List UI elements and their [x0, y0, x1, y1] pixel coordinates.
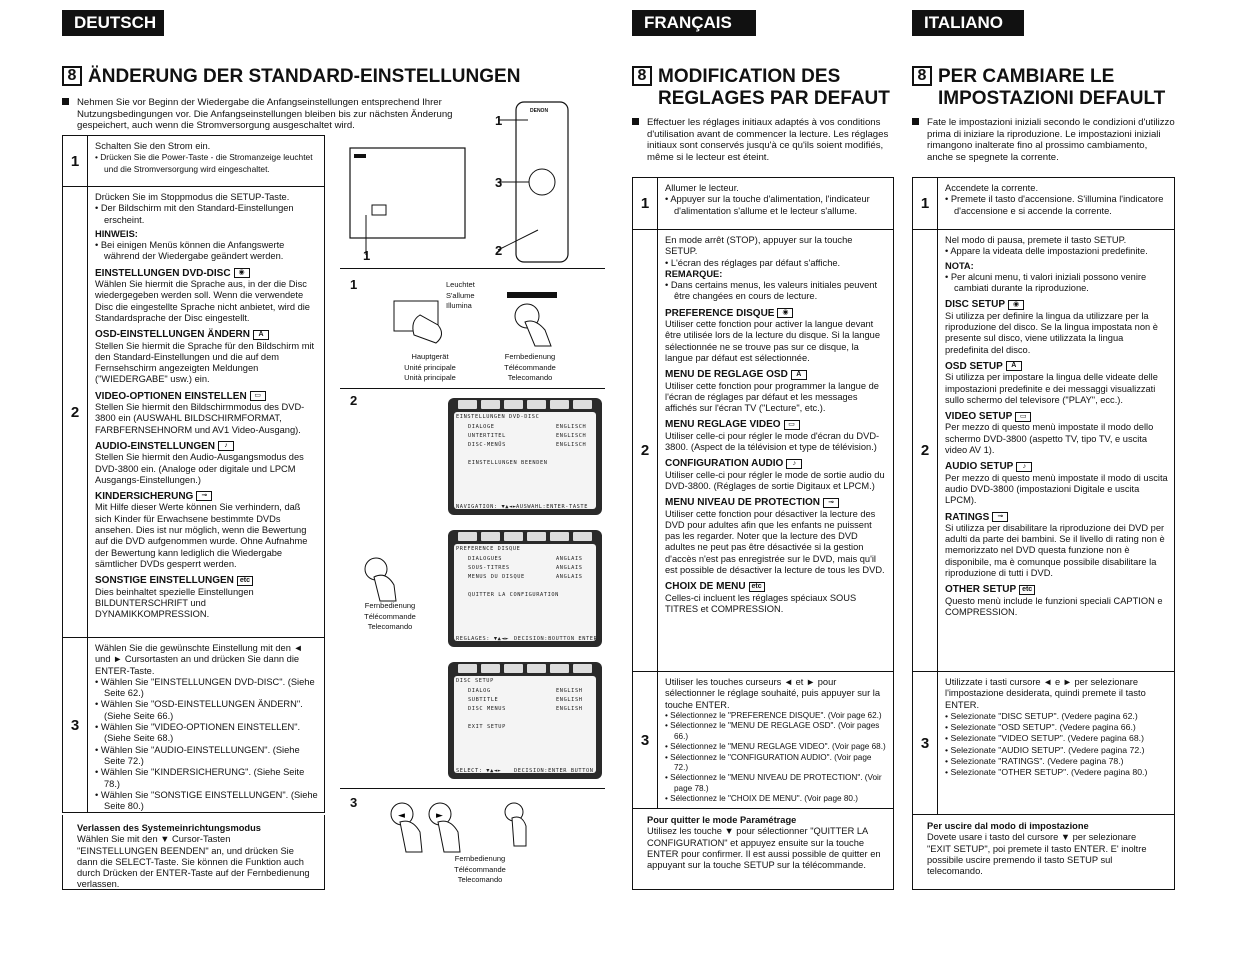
- fr-intro: Effectuer les réglages initiaux adaptés à vos conditions d'utilisation avant de commencer la lecture. Les réglages initiaux sont conservés jusqu'à ce qu'ils soient modifiés, même si le lecteur est éteint.: [632, 117, 894, 163]
- device-illustration: [348, 100, 608, 265]
- video-icon: ▭: [784, 420, 800, 430]
- osd-screen-it: DISC SETUP DIALOG ENGLISH SUBTITLE ENGLISH DISC MENUS ENGLISH EXIT SETUP SELECT: ▼▲◄► DECISION:ENTER BUTTON: [448, 662, 602, 779]
- tab-francais: FRANÇAIS: [632, 10, 756, 36]
- hand-shape-4: [400, 821, 422, 852]
- it-intro: Fate le impostazioni iniziali secondo le condizioni d'utilizzo prima di iniziare la riproduzione. Le impostazioni iniziali rimangono inalterate fino al prossimo cambiamento, anche se spegnete la corrente.: [912, 117, 1175, 163]
- de-section-title: 8 ÄNDERUNG DER STANDARD-EINSTELLUNGEN: [62, 66, 520, 88]
- etc-icon: etc: [1019, 585, 1035, 595]
- hand-shape-2: [525, 321, 551, 346]
- key-icon: ⊸: [196, 491, 212, 501]
- osd-icon: A: [253, 330, 269, 340]
- remote-caption-1: Fernbedienung Télécommande Telecomando: [504, 352, 556, 382]
- audio-icon: ♪: [218, 441, 234, 451]
- video-icon: ▭: [250, 391, 266, 401]
- hand-shape-6: [512, 817, 526, 846]
- fr-section-title: 8 MODIFICATION DES REGLAGES PAR DEFAUT: [632, 66, 890, 110]
- it-exit-box: Per uscire dal modo di impostazione Dovete usare i tasto del cursore ▼ per selezionare "EXIT SETUP", poi premete il tasto ENTER. E' inoltre possibile uscire premendo il tasto SETUP sul telecomando.: [912, 813, 1175, 890]
- callout-remote-3: 3: [495, 175, 503, 190]
- fr-steps: [632, 177, 894, 809]
- bullet-square: [632, 118, 639, 125]
- main-unit-logo: [354, 154, 366, 158]
- divider: [340, 268, 605, 269]
- fr-step-1: 1 Allumer le lecteur. • Appuyer sur la touche d'alimentation, l'indicateur d'alimentation s'allume et le lecteur s'allume.: [633, 178, 893, 230]
- remote-caption-3: Fernbedienung Télécommande Telecomando: [454, 854, 506, 884]
- hand-shape-3: [374, 575, 396, 601]
- hand-press-cursor-illustration: [388, 798, 528, 856]
- disc-icon: ◉: [1008, 300, 1024, 310]
- svg-text:◄: ◄: [398, 811, 405, 821]
- section-number: 8: [632, 66, 652, 86]
- de-step-1: 1 Schalten Sie den Strom ein. • Drücken Sie die Power-Taste - die Stromanzeige leuchtet und die Stromversorgung wird eingeschaltet.: [63, 136, 324, 187]
- fig-step-1: 1: [350, 277, 358, 292]
- main-unit-body: [350, 148, 465, 238]
- etc-icon: etc: [237, 576, 253, 586]
- osd-icon: A: [1006, 361, 1022, 371]
- osd-icon: A: [791, 370, 807, 380]
- svg-text:►: ►: [436, 811, 443, 821]
- tab-deutsch: DEUTSCH: [62, 10, 164, 36]
- key-icon: ⊸: [992, 512, 1008, 522]
- divider: [340, 788, 605, 789]
- bullet-square: [62, 98, 69, 105]
- audio-icon: ♪: [786, 459, 802, 469]
- de-step-3: 3 Wählen Sie die gewünschte Einstellung mit den ◄ und ► Cursortasten an und drücken Sie dann die ENTER-Taste. • Wählen Sie "EINSTELLUNGEN DVD-DISC". (Siehe Seite 62.) • Wählen Sie "OSD-EINSTELLUNGEN ÄNDERN". (Siehe Seite 66.) • Wählen Sie "VIDEO-OPTIONEN EINSTELLEN". (Siehe Seite 68.) • Wählen Sie "AUDIO-EINSTELLUNGEN". (Siehe Seite 72.) • Wählen Sie "KINDERSICHERUNG". (Siehe Seite 78.) • Wählen Sie "SONSTIGE EINSTELLUNGEN". (Siehe Seite 80.): [63, 638, 324, 812]
- section-number: 8: [62, 66, 82, 86]
- key-icon: ⊸: [823, 498, 839, 508]
- hand-press-setup-illustration: [360, 555, 400, 603]
- disc-icon: ◉: [777, 308, 793, 318]
- audio-icon: ♪: [1016, 462, 1032, 472]
- fig-step-2: 2: [350, 393, 358, 408]
- fig-step-3: 3: [350, 795, 358, 810]
- video-icon: ▭: [1015, 412, 1031, 422]
- remote-top-shape: [507, 292, 557, 298]
- osd-screen-de: EINSTELLUNGEN DVD-DISC DIALOGE ENGLISCH UNTERTITEL ENGLISCH DISC-MENÜS ENGLISCH EINSTELLUNGEN BEENDEN NAVIGATION: ▼▲◄► AUSWAHL:ENTER-TASTE: [448, 398, 602, 515]
- callout-remote-1: 1: [495, 113, 503, 128]
- tab-italiano: ITALIANO: [912, 10, 1024, 36]
- remote-caption-2: Fernbedienung Télécommande Telecomando: [364, 601, 416, 631]
- power-button-shape: [372, 205, 386, 215]
- etc-icon: etc: [749, 582, 765, 592]
- hand-press-remote-illustration: [505, 290, 565, 350]
- remote-brand: DENON: [530, 108, 549, 114]
- de-exit-box: Verlassen des Systemeinrichtungsmodus Wählen Sie mit den ▼ Cursor-Tasten "EINSTELLUNGEN BEENDEN" an, und drücken Sie dann die SELECT-Taste. Sie können die Funktion auch durch Drücken der ENTER-Taste auf der Fernbedienung verlassen.: [62, 815, 325, 890]
- it-step-1: 1 Accendete la corrente. • Premete il tasto d'accensione. S'illumina l'indicatore d'accensione e si accende la corrente.: [913, 178, 1174, 230]
- de-steps: [62, 135, 325, 813]
- de-intro: Nehmen Sie vor Beginn der Wiedergabe die Anfangseinstellungen entsprechend Ihrer Nutzungsbedingungen vor. Die Anfangseinstellungen bleiben bis zur nächsten Änderung gespeichert, auch wenn die Stromversorgung ausgeschaltet wird.: [62, 97, 484, 132]
- callout-remote-2: 2: [495, 243, 503, 258]
- it-steps: [912, 177, 1175, 815]
- section-number: 8: [912, 66, 932, 86]
- divider: [340, 388, 605, 389]
- fr-exit-box: Pour quitter le mode Paramétrage Utilisez les touche ▼ pour sélectionner "QUITTER LA CONFIGURATION" et appuyez ensuite sur la touche ENTER pour confirmer. Il est aussi possible de quitter en appuyant sur la touche SETUP sur la télécommande.: [632, 807, 894, 890]
- it-step-2: 2 Nel modo di pausa, premete il tasto SETUP. • Appare la videata delle impostazioni predefinite. NOTA: • Per alcuni menu, ti valori iniziali possono venire cambiati durante la riproduzione. DISC SETUP ◉ Si utilizza per definire la lingua da utilizzare per la riproduzione del disco. Se la lingua impostata non è presente sul disco, viene utilizzata la lingua predefinita del disco. OSD SETUP A Si utilizza per impostare la lingua delle videate delle impostazioni predefinite e dei messaggi visualizzati sullo schermo del televisore ("PLAY", ecc.). VIDEO SETUP ▭ Per mezzo di questo menù impostate il modo dello schermo DVD-3800 (aspetto TV, tipo TV, e uscita video AV 1). AUDIO SETUP ♪ Per mezzo di questo menù impostate il modo di uscita audio DVD-3800 (impostazioni Digitale e uscita LPCM). RATINGS ⊸ Si utilizza per disabilitare la riproduzione dei DVD per adulti da parte dei bambini. Se il livello di rating non è memorizzato nel DVD questa funzione non è disponibile, ma è comunque possibile disabilitare la riproduzione di tutti i DVD. OTHER SETUP etc Questo menù include le funzioni speciali CAPTION e COMPRESSION.: [913, 230, 1174, 672]
- fr-step-2: 2 En mode arrêt (STOP), appuyer sur la touche SETUP. • L'écran des réglages par défaut s'affiche. REMARQUE: • Dans certains menus, les valeurs initiales peuvent être changées en cours de lecture. PREFERENCE DISQUE ◉ Utiliser cette fonction pour activer la langue devant être utilisée lors de la lecture du disque. Si la langue sélectionnée ne se trouve pas sur ce disque, la langue par défaut est sélectionnée. MENU DE REGLAGE OSD A Utiliser cette fonction pour programmer la langue de l'écran de réglages par défaut et les messages affichés sur l'écran TV ("Lecture", etc.). MENU REGLAGE VIDEO ▭ Utiliser celle-ci pour régler le mode d'écran du DVD-3800. (Aspect de la télévision et type de télévision.) CONFIGURATION AUDIO ♪ Utiliser celle-ci pour régler le mode de sortie audio du DVD-3800. (Réglages de sortie Digitaux et LPCM.) MENU NIVEAU DE PROTECTION ⊸ Utiliser cette fonction pour désactiver la lecture des DVD pour adultes afin que les enfants ne puissent pas les regarder. Noter que la lecture des DVD adultes ne peut pas être désactivée si la gestion d'accès n'est pas enregistrée sur le DVD, mais qu'il est possible de désactiver la lecture de tous les DVD. CHOIX DE MENU etc Celles-ci incluent les réglages spéciaux SOUS TITRES et COMPRESSION.: [633, 230, 893, 672]
- de-step-2: 2 Drücken Sie im Stoppmodus die SETUP-Taste. • Der Bildschirm mit den Standard-Einstellungen erscheint. HINWEIS: • Bei einigen Menüs können die Anfangswerte während der Wiedergabe geändert werden. EINSTELLUNGEN DVD-DISC ◉ Wählen Sie hiermit die Sprache aus, in der die Disc wiedergegeben werden soll. Wenn die verwendete Disc die eingestellte Sprache nicht anbietet, wird die Standardsprache der Disc eingestellt. OSD-EINSTELLUNGEN ÄNDERN A Stellen Sie hiermit die Sprache für den Bildschirm mit den Standard-Einstellungen und die auf dem Fernsehschirm angezeigten Meldungen ("WIEDERGABE" usw.) ein. VIDEO-OPTIONEN EINSTELLEN ▭ Stellen Sie hiermit den Bildschirmmodus des DVD-3800 ein (AUSWAHL BILDSCHIRMFORMAT, FARBFERNSEHNORM und AV1 Video-Ausgang). AUDIO-EINSTELLUNGEN ♪ Stellen Sie hiermit den Audio-Ausgangsmodus des DVD-3800 ein. (Analoge oder digitale und LPCM Ausgangs-Einstellungen.) KINDERSICHERUNG ⊸ Mit Hilfe dieser Werte können Sie verhindern, daß sich Kinder für Erwachsene bestimmte DVDs ansehen. Dies ist nur möglich, wenn die Bewertung auf die DVD aufgenommen wurde. Ohne Aufnahme der Bewertung kann lediglich die Wiedergabe sämtlicher DVDs gesperrt werden. SONSTIGE EINSTELLUNGEN etc Dies beinhaltet spezielle Einstellungen BILDUNTERSCHRIFT und DYNAMIKKOMPRESSION.: [63, 187, 324, 638]
- hand-shape-5: [438, 821, 460, 852]
- disc-icon: ◉: [234, 268, 250, 278]
- main-unit-caption: Hauptgerät Unité principale Unità principale: [404, 352, 456, 382]
- light-caption: Leuchtet S'allume Illumina: [446, 280, 475, 310]
- it-step-3: 3 Utilizzate i tasti cursore ◄ e ► per selezionare l'impostazione desiderata, quindi premete il tasto ENTER. • Selezionate "DISC SETUP". (Vedere pagina 62.) • Selezionate "OSD SETUP". (Vedere pagina 66.) • Selezionate "VIDEO SETUP". (Vedere pagina 68.) • Selezionate "AUDIO SETUP". (Vedere pagina 72.) • Selezionate "RATINGS". (Vedere pagina 78.) • Selezionate "OTHER SETUP". (Vedere pagina 80.): [913, 672, 1174, 814]
- it-section-title: 8 PER CAMBIARE LE IMPOSTAZIONI DEFAULT: [912, 66, 1165, 110]
- fr-step-3: 3 Utiliser les touches curseurs ◄ et ► pour sélectionner le réglage souhaité, puis appuyer sur la touche ENTER. • Sélectionnez le "PREFERENCE DISQUE". (Voir page 62.) • Sélectionnez le "MENU DE REGLAGE OSD". (Voir pages 66.) • Sélectionnez le "MENU REGLAGE VIDEO". (Voir page 68.) • Sélectionnez le "CONFIGURATION AUDIO". (Voir page 72.) • Sélectionnez le "MENU NIVEAU DE PROTECTION". (Voir page 78.) • Sélectionnez le "CHOIX DE MENU". (Voir page 80.): [633, 672, 893, 808]
- bullet-square: [912, 118, 919, 125]
- osd-screen-fr: PREFERENCE DISQUE DIALOGUES ANGLAIS SOUS-TITRES ANGLAIS MENUS DU DISQUE ANGLAIS QUITTER LA CONFIGURATION REGLAGES: ▼▲◄► DECISION:BOUTTON ENTER: [448, 530, 602, 647]
- callout-main-1: 1: [363, 248, 371, 263]
